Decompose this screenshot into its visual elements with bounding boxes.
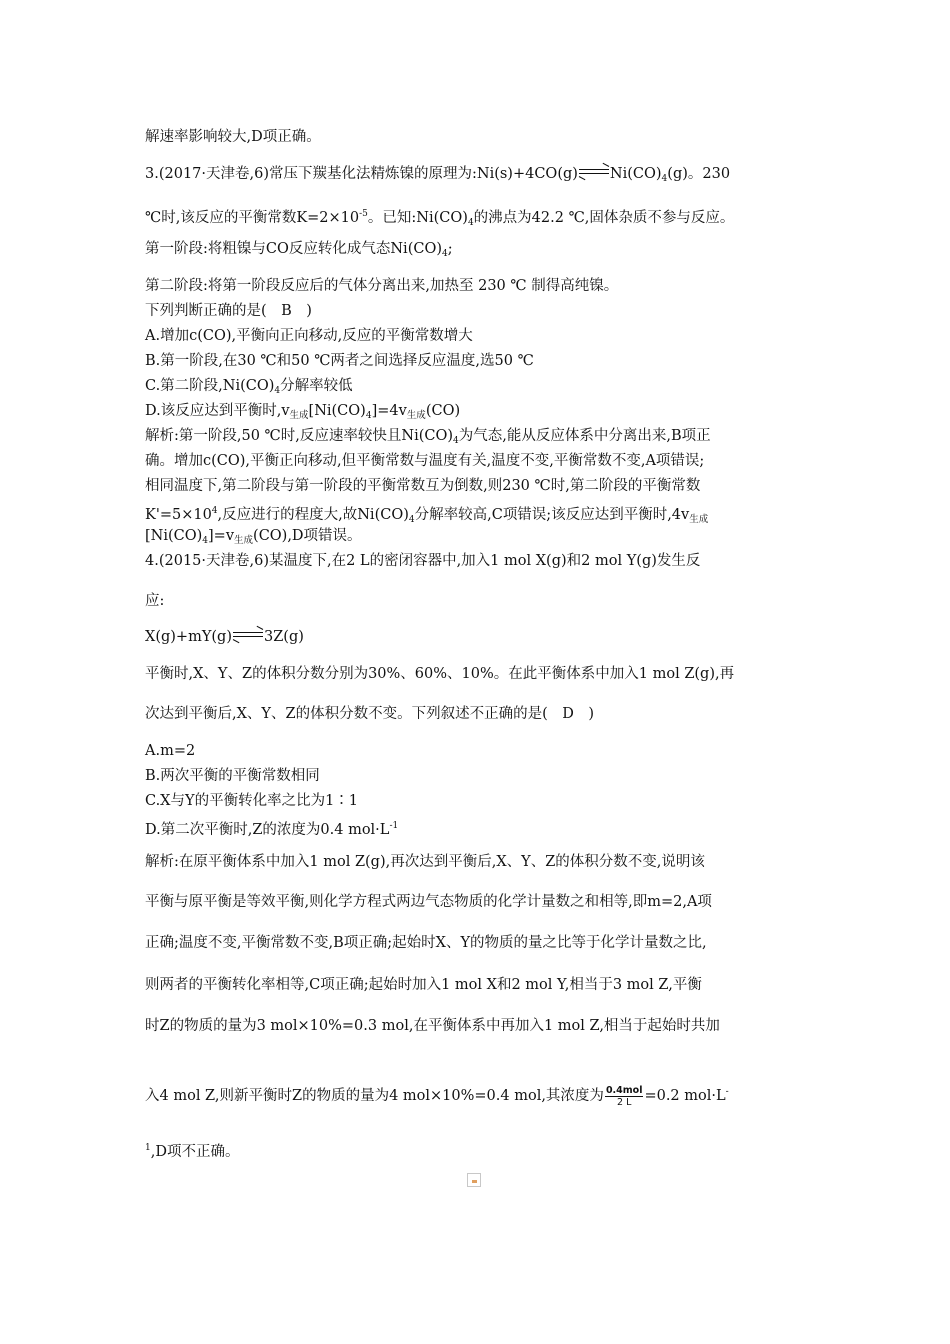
explanation-line: 确。增加c(CO),平衡正向移动,但平衡常数与温度有关,温度不变,平衡常数不变,A项错误; bbox=[145, 453, 705, 469]
explanation-line: 相同温度下,第二阶段与第一阶段的平衡常数互为倒数,则230 ℃时,第二阶段的平衡常数 bbox=[145, 478, 701, 494]
option-a: A.增加c(CO),平衡向正向移动,反应的平衡常数增大 bbox=[145, 328, 473, 344]
option-c: C.第二阶段$,Ni(CO)_4$分解率较低 bbox=[145, 378, 353, 396]
text-line: 平衡时,X、Y、Z的体积分数分别为30%、60%、10%。在此平衡体系中加入1 mol Z(g),再 bbox=[145, 666, 735, 682]
text-line: ℃时,该反应的平衡常数$K=2\times 10^{-5}$。已知$:Ni(CO)_4$的沸点为42.2 ℃,固体杂质不参与反应。 bbox=[145, 209, 735, 228]
explanation-line: 则两者的平衡转化率相等,C项正确;起始时加入1 mol X和2 mol Y,相当于3 mol Z,平衡 bbox=[145, 977, 702, 993]
broken-image-icon bbox=[467, 1173, 481, 1187]
option-c: C.X与Y的平衡转化率之比为1∶1 bbox=[145, 793, 359, 809]
explanation-line: 时Z的物质的量为3 mol×10%=0.3 mol,在平衡体系中再加入1 mol Z,相当于起始时共加 bbox=[145, 1018, 720, 1034]
text-line: 第一阶段:将粗镍与CO反应转化成气态$Ni(CO)_4$; bbox=[145, 241, 453, 259]
explanation-line: 平衡与原平衡是等效平衡,则化学方程式两边气态物质的化学计量数之和相等,即m=2,A项 bbox=[145, 894, 712, 910]
equilibrium-arrow-icon bbox=[233, 630, 263, 640]
option-d: D.该反应达到平衡时$,v_{生成}[Ni(CO)_4]=4v_{生成}(CO)$ bbox=[145, 403, 461, 421]
option-a: A.m=2 bbox=[145, 743, 196, 759]
explanation-line: 入4 mol Z,则新平衡时Z的物质的量为4 mol×10%=0.4 mol,其浓度为 $\frac{\text{0.4mol}}{2 L}$ =0.2 mol·L- bbox=[145, 1084, 729, 1108]
text-line: 应: bbox=[145, 593, 165, 609]
text-line: 解速率影响较大,D项正确。 bbox=[145, 129, 321, 145]
text-line: 第二阶段:将第一阶段反应后的气体分离出来,加热至 230 ℃ 制得高纯镍。 bbox=[145, 278, 619, 294]
explanation-line: $^1$,D项不正确。 bbox=[145, 1143, 240, 1160]
equilibrium-arrow-icon bbox=[579, 167, 609, 177]
explanation-line: 解析:在原平衡体系中加入1 mol Z(g),再次达到平衡后,X、Y、Z的体积分数不变,说明该 bbox=[145, 854, 705, 870]
question-3-stem: 3.(2017·天津卷,6)常压下羰基化法精炼镍的原理为:Ni(s)+4CO(g) $Ni(CO)_4(g)$。230 bbox=[145, 165, 730, 188]
question-4-stem: 4.(2015·天津卷,6)某温度下,在2 L的密闭容器中,加入1 mol X(g)和2 mol Y(g)发生反 bbox=[145, 553, 701, 569]
option-b: B.第一阶段,在30 ℃和50 ℃两者之间选择反应温度,选50 ℃ bbox=[145, 353, 534, 369]
explanation-line: $[Ni(CO)_4]=v_{生成}(CO),D$项错误。 bbox=[145, 528, 362, 546]
equation: X(g)+mY(g) 3Z(g) bbox=[145, 628, 304, 646]
question-prompt: 下列判断正确的是( B ) bbox=[145, 303, 312, 319]
option-d: D.第二次平衡时,Z的浓度为0.4 $mol\cdot L^{-1}$ bbox=[145, 821, 399, 838]
explanation-line: 解析:第一阶段,50 ℃时,反应速率较快且$Ni(CO)_4$为气态,能从反应体系中分离出来,B项正 bbox=[145, 428, 711, 446]
fraction: $\frac{\text{0.4mol}}{2 L}$ bbox=[605, 1084, 643, 1108]
option-b: B.两次平衡的平衡常数相同 bbox=[145, 768, 320, 784]
explanation-line: 正确;温度不变,平衡常数不变,B项正确;起始时X、Y的物质的量之比等于化学计量数之比, bbox=[145, 935, 707, 951]
question-prompt: 次达到平衡后,X、Y、Z的体积分数不变。下列叙述不正确的是( D ) bbox=[145, 706, 595, 722]
explanation-line: $K'=5\times 10^4$,反应进行的程度大,故$Ni(CO)_4$分解率较高,C项错误;该反应达到平衡时$,4v_{生成}$ bbox=[145, 506, 709, 525]
